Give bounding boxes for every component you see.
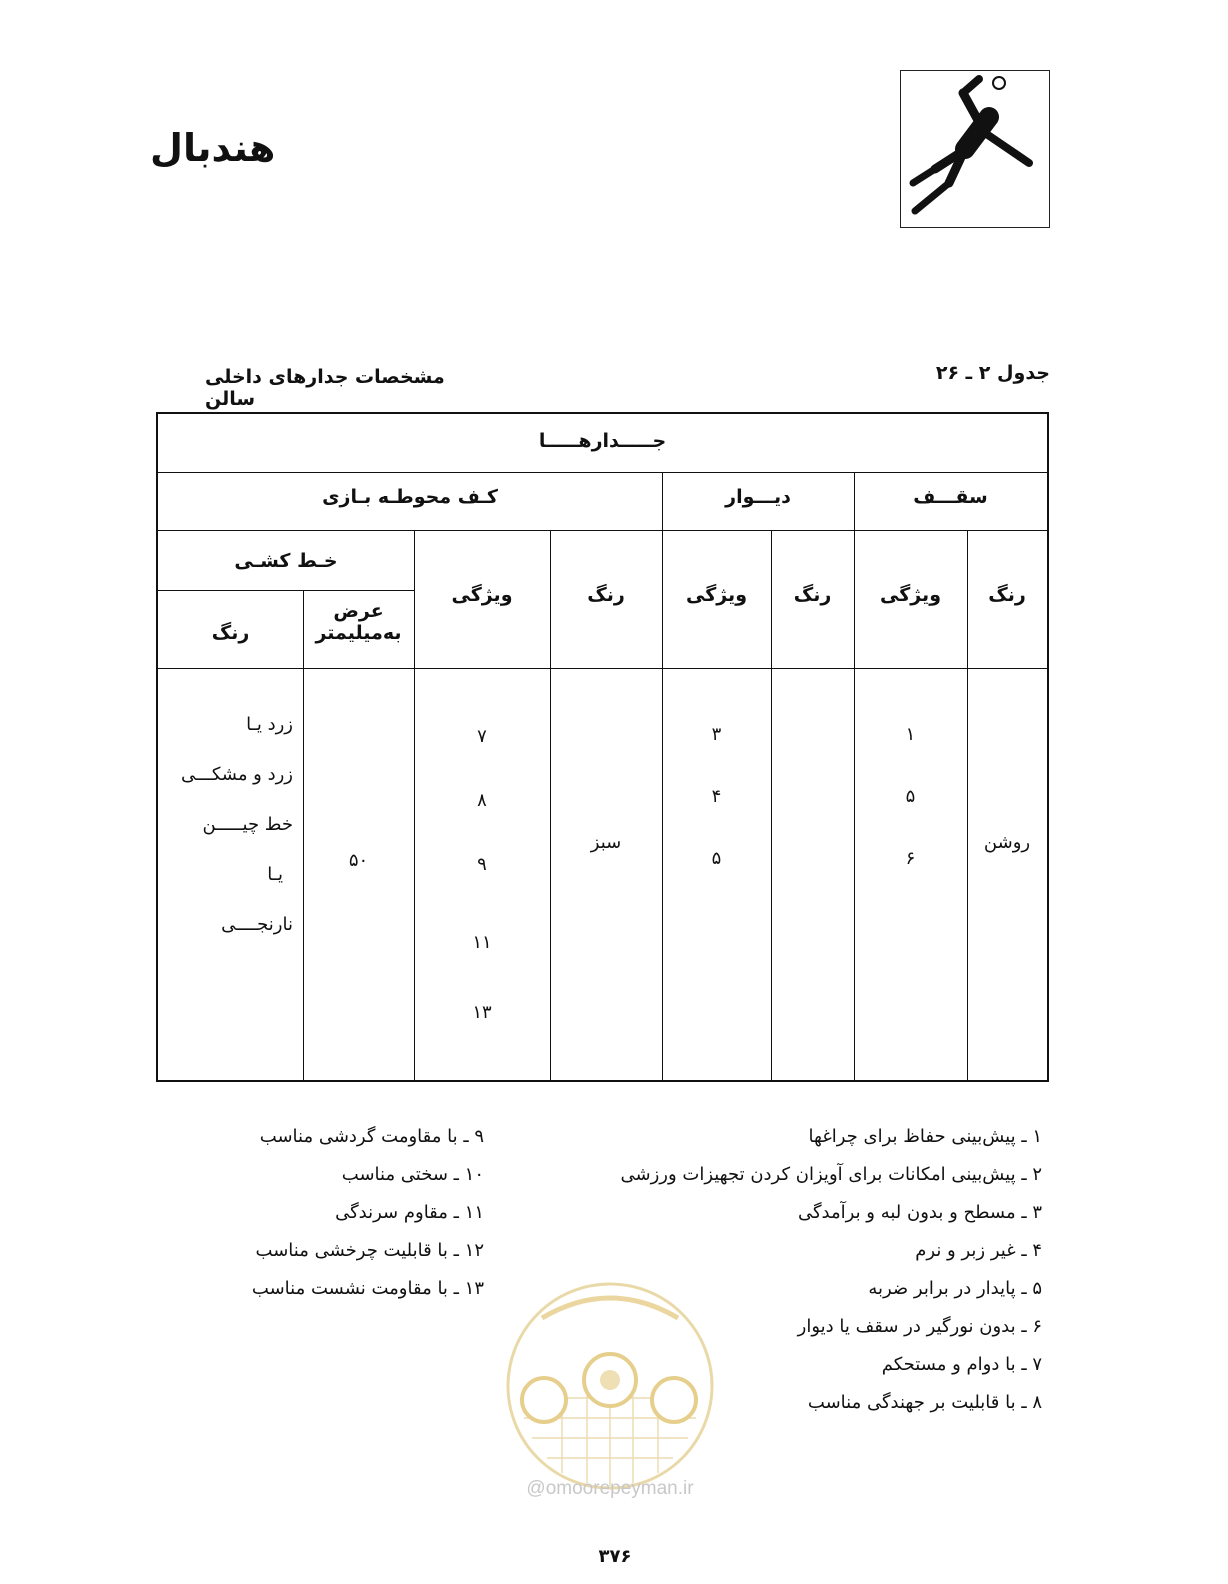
note-item: ۳ ـ مسطح و بدون لبه و برآمدگى bbox=[797, 1202, 1042, 1223]
note-item: ۵ ـ پايدار در برابر ضربه bbox=[868, 1278, 1042, 1299]
page-number: ۳۷۶ bbox=[598, 1546, 632, 1567]
list-item: ۱ bbox=[905, 724, 916, 745]
line-width-header: عرض بەميليمتر bbox=[315, 600, 402, 644]
floor-features bbox=[414, 726, 550, 1026]
ceiling-color-header: رنگ bbox=[988, 584, 1026, 606]
list-item: ۴ bbox=[711, 786, 722, 807]
floor-feature-header: ويژگى bbox=[451, 584, 513, 606]
list-item: ۵ bbox=[711, 848, 722, 869]
table-number: جدول ۲ ـ ۲۶ bbox=[935, 362, 1050, 384]
note-item: ۱۳ ـ با مقاومت نشست مناسب bbox=[251, 1278, 484, 1299]
list-item: ۷ bbox=[477, 726, 487, 747]
floor-color-header: رنگ bbox=[587, 584, 625, 606]
list-item: خط چيـــــن bbox=[202, 814, 293, 835]
ceiling-features bbox=[854, 724, 967, 924]
group-header: جـــــدارهـــــا bbox=[538, 430, 667, 452]
walls-table bbox=[156, 412, 1049, 1082]
watermark-logo bbox=[502, 1278, 718, 1494]
ceiling-color-value: روشن bbox=[983, 832, 1031, 853]
wall-features bbox=[662, 724, 771, 924]
note-item: ۶ ـ بدون نورگير در سقف يا ديوار bbox=[797, 1316, 1042, 1337]
table-title: مشخصات جدارهای داخلی سالن bbox=[205, 366, 445, 410]
section-floor: كـف محوطـه بـازى bbox=[322, 486, 498, 508]
note-item: ۱ ـ پيش‌بينى حفاظ براى چراغها bbox=[808, 1126, 1042, 1147]
note-item: ۱۲ ـ با قابليت چرخشى مناسب bbox=[255, 1240, 484, 1261]
line-color-header: رنگ bbox=[211, 622, 250, 644]
list-item: ۱۳ bbox=[472, 1002, 492, 1023]
list-item: زرد يـا bbox=[246, 714, 293, 735]
note-item: ۷ ـ با دوام و مستحكم bbox=[881, 1354, 1042, 1375]
handball-player-icon bbox=[900, 70, 1050, 228]
line-color-values bbox=[164, 714, 303, 954]
notes-left bbox=[230, 1126, 484, 1326]
line-width-value: ۵۰ bbox=[348, 850, 369, 871]
list-item: ۵ bbox=[905, 786, 916, 807]
list-item: ۸ bbox=[477, 790, 487, 811]
list-item: ۳ bbox=[711, 724, 722, 745]
section-wall: ديـــوار bbox=[725, 486, 791, 508]
ceiling-feature-header: ويژگى bbox=[879, 584, 942, 606]
wall-color-header: رنگ bbox=[793, 584, 832, 606]
list-item: ۹ bbox=[477, 854, 487, 875]
note-item: ۱۰ ـ سختى مناسب bbox=[341, 1164, 484, 1185]
list-item: ۶ bbox=[905, 848, 916, 869]
section-ceiling: سقـــف bbox=[913, 486, 988, 508]
list-item: نارنجــــى bbox=[221, 914, 293, 935]
note-item: ۸ ـ با قابليت بر جهندگى مناسب bbox=[807, 1392, 1042, 1413]
watermark-site: @omoorepeyman.ir bbox=[526, 1478, 694, 1499]
note-item: ۴ ـ غير زبر و نرم bbox=[915, 1240, 1042, 1261]
list-item: ۱۱ bbox=[472, 932, 492, 953]
note-item: ۹ ـ با مقاومت گردشى مناسب bbox=[259, 1126, 484, 1147]
note-item: ۲ ـ پيش‌بينى امكانات براى آويزان كردن تجهيزات ورزشى bbox=[620, 1164, 1042, 1185]
line-marking-header: خـط كشـى bbox=[234, 550, 338, 572]
floor-color-value: سبز bbox=[590, 832, 622, 853]
note-item: ۱۱ ـ مقاوم سرندگى bbox=[335, 1202, 484, 1223]
wall-feature-header: ويژگى bbox=[685, 584, 748, 606]
page-title: هندبال bbox=[150, 126, 276, 170]
list-item: زرد و مشكـــى bbox=[181, 764, 293, 785]
list-item: يـا bbox=[267, 864, 283, 885]
